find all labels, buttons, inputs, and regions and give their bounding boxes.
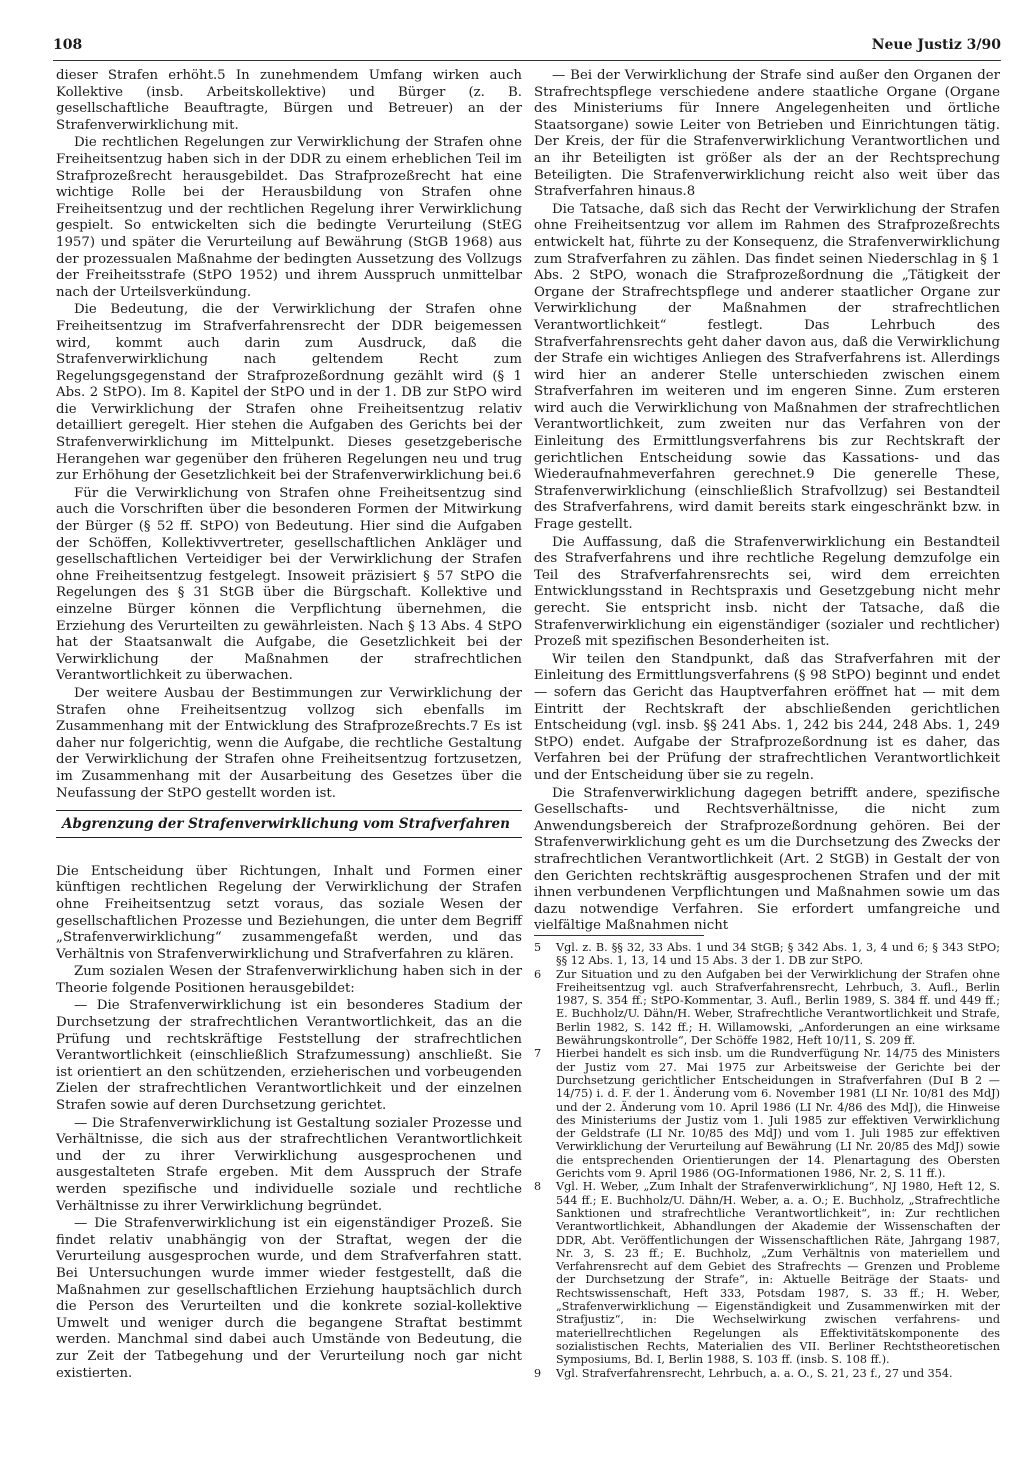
paragraph: Die Entscheidung über Richtungen, Inhalt und Formen einer künftigen rechtlichen Regelung der Verwirklichung der Strafen ohne Freiheitsentzug setzt voraus, das soziale Wesen der gesellschaftlichen Prozesse und Beziehungen, die unter dem Begriff „Strafenverwirklichung“ zusammengefaßt werden, und das Verhältnis von Strafenverwirklichung und Strafverfahren zu klären. — [56, 863, 522, 962]
journal-issue: Neue Justiz 3/90 — [871, 37, 1001, 53]
footnote-number: 7 — [534, 1047, 542, 1061]
footnote-number: 9 — [534, 1366, 542, 1380]
paragraph: — Die Strafenverwirklichung ist ein eigenständiger Prozeß. Sie findet relativ unabhängig von der Straftat, wegen der die Verurteilung ausgesprochen wurde, und dem Strafverfahren statt. Bei Untersuchungen wurde immer wieder festgestellt, daß die Maßnahmen zur gesellschaftlichen Erziehung hauptsächlich durch die Person des Verurteilten und die konkrete sozial-kollektive Umwelt und weniger durch die begangene Straftat bestimmt werden. Manchmal sind dabei auch Umstände von Bedeutung, die zur Zeit der Tatbegehung und der Verurteilung noch gar nicht existierten. — [56, 1216, 522, 1381]
paragraph: Die rechtlichen Regelungen zur Verwirklichung der Strafen ohne Freiheitsentzug haben sich in der DDR zu einem erheblichen Teil im Strafprozeßrecht herausgebildet. Das Strafprozeßrecht hat eine wichtige Rolle bei der Herausbildung von Strafen ohne Freiheitsentzug und der rechtlichen Regelung ihrer Verwirklichung gespielt. So entwickelten sich die bedingte Verurteilung (StEG 1957) und später die Verurteilung auf Bewährung (StGB 1968) aus der prozessualen Maßnahme der bedingten Aussetzung des Vollzugs der Freiheitsstrafe (StPO 1952) und ihrem Ausspruch unmittelbar nach der Urteilsverkündung. — [56, 135, 522, 300]
paragraph: — Die Strafenverwirklichung ist ein besonderes Stadium der Durchsetzung der strafrechtlichen Verantwortlichkeit, das an die Prüfung und rechtskräftige Feststellung der strafrechtlichen Verantwortlichkeit (einschließlich Strafzumessung) anschließt. Sie ist orientiert an den schützenden, erzieherischen und vorbeugenden Zielen der strafrechtlichen Verantwortlichkeit und der einzelnen Strafen sowie auf deren Durchsetzung gerichtet. — [56, 998, 522, 1114]
paragraph: Die Auffassung, daß die Strafenverwirklichung ein Bestandteil des Strafverfahrens und ihre rechtliche Regelung demzufolge ein Teil des Strafverfahrensrechts sei, wird dem erreichten Entwicklungsstand in Rechtspraxis und Gesetzgebung nicht mehr gerecht. Sie entspricht insb. nicht der Tatsache, daß die Strafenverwirklichung ein eigenständiger (sozialer und rechtlicher) Prozeß mit spezifischen Besonderheiten ist. — [534, 534, 1000, 650]
footnote — [534, 1180, 1000, 1366]
header-rule — [53, 60, 1001, 61]
footnotes — [534, 941, 1000, 1380]
footnote-text: Vgl. Strafverfahrensrecht, Lehrbuch, a. a. O., S. 21, 23 f., 27 und 354. — [556, 1366, 953, 1380]
paragraph: Für die Verwirklichung von Strafen ohne Freiheitsentzug sind auch die Vorschriften über die besonderen Formen der Mitwirkung der Bürger (§ 52 ff. StPO) von Bedeutung. Hier sind die Aufgaben der Schöffen, Kollektivvertreter, gesellschaftlichen Ankläger und gesellschaftlichen Verteidiger bei der Verwirklichung der Strafen ohne Freiheitsentzug festgelegt. Insoweit präzisiert § 57 StPO die Regelungen des § 31 StGB über die Bürgschaft. Kollektive und einzelne Bürger können die Verpflichtung übernehmen, die Erziehung des Verurteilten zu gewährleisten. Nach § 13 Abs. 4 StPO hat der Staatsanwalt die Aufgabe, die Gesetzlichkeit bei der Verwirklichung der Maßnahmen der strafrechtlichen Verantwortlichkeit zu überwachen. — [56, 485, 522, 684]
footnote — [534, 968, 1000, 1048]
paragraph: Die Bedeutung, die der Verwirklichung der Strafen ohne Freiheitsentzug im Strafverfahrensrecht der DDR beigemessen wird, kommt auch darin zum Ausdruck, daß die Strafenverwirklichung nach geltendem Recht zum Regelungsgegenstand der Strafprozeßordnung gezählt wird (§ 1 Abs. 2 StPO). Im 8. Kapitel der StPO und in der 1. DB zur StPO wird die Verwirklichung der Strafen ohne Freiheitsentzug relativ detailliert geregelt. Hier stehen die Aufgaben des Gerichts bei der Strafenverwirklichung im Mittelpunkt. Dieses gesetzgeberische Herangehen war gegenüber den früheren Regelungen neu und trug zur Erhöhung der Gesetzlichkeit bei der Strafenverwirklichung bei.6 — [56, 302, 522, 484]
footnote-text: Zur Situation und zu den Aufgaben bei der Verwirklichung der Strafen ohne Freiheitsentzug vgl. auch Strafverfahrensrecht, Lehrbuch, 3. Aufl., Berlin 1987, S. 354 ff.; StPO-Kommentar, 3. Aufl., Berlin 1989, S. 384 ff. und 449 ff.; E. Buchholz/U. Dähn/H. Weber, Strafrechtliche Verantwortlichkeit und Strafe, Berlin 1982, S. 142 ff.; H. Willamowski, „Anforderungen an eine wirksame Bewährungskontrolle“, Der Schöffe 1982, Heft 10/11, S. 209 ff. — [556, 967, 1000, 1048]
paragraph: dieser Strafen erhöht.5 In zunehmendem Umfang wirken auch Kollektive (insb. Arbeitskollektive) und Bürger (z. B. gesellschaftliche Beauftragte, Bürgen und Betreuer) an der Strafenverwirklichung mit. — [56, 68, 522, 133]
paragraph: Der weitere Ausbau der Bestimmungen zur Verwirklichung der Strafen ohne Freiheitsentzug vollzog sich ebenfalls im Zusammenhang mit der Entwicklung des Strafprozeßrechts.7 Es ist daher nur folgerichtig, wenn die Aufgabe, die rechtliche Gestaltung der Verwirklichung der Strafen ohne Freiheitsentzug fortzusetzen, im Zusammenhang mit der Ausarbeitung des Gesetzes über die Neufassung der StPO gestellt worden ist. — [56, 685, 522, 801]
paragraph: Wir teilen den Standpunkt, daß das Strafverfahren mit der Einleitung des Ermittlungsverfahrens (§ 98 StPO) beginnt und endet — sofern das Gericht das Hauptverfahren eröffnet hat — mit dem Eintritt der Rechtskraft der abschließenden gerichtlichen Entscheidung (vgl. insb. §§ 241 Abs. 1, 242 bis 244, 248 Abs. 1, 249 StPO) endet. Aufgabe der Strafprozeßordnung ist es daher, das Verfahren bei der Prüfung der strafrechtlichen Verantwortlichkeit und der Entscheidung über sie zu regeln. — [534, 651, 1000, 783]
footnote-number: 8 — [534, 1180, 542, 1194]
footnote-number: 5 — [534, 941, 542, 954]
footnote-text: Hierbei handelt es sich insb. um die Rundverfügung Nr. 14/75 des Ministers der Justiz vom 27. Mai 1975 zur Arbeitsweise der Gerichte bei der Durchsetzung gerichtlicher Entscheidungen in Strafverfahren (DuI B 2 — 14/75) i. d. F. der 1. Änderung vom 6. November 1981 (LI Nr. 10/81 des MdJ) und der 2. Änderung vom 10. April 1986 (LI Nr. 4/86 des MdJ), die Hinweise des Ministeriums der Justiz vom 1. Juli 1985 zur effektiven Verwirklichung der Geldstrafe (LI Nr. 10/85 des MdJ) und vom 1. Juli 1985 zur effektiven Verwirklichung der Verurteilung auf Bewährung (LI Nr. 20/85 des MdJ) sowie die entsprechenden Orientierungen der 14. Plenartagung des Obersten Gerichts vom 9. April 1986 (OG-Informationen 1986, Nr. 2, S. 11 ff.). — [556, 1047, 1000, 1181]
paragraph: Die Strafenverwirklichung dagegen betrifft andere, spezifische Gesellschafts- und Rechtsverhältnisse, die nicht zum Anwendungsbereich der Strafprozeßordnung gehören. Bei der Strafenverwirklichung geht es um die Durchsetzung des Zwecks der strafrechtlichen Verantwortlichkeit (Art. 2 StGB) in Gestalt der von den Gerichten rechtskräftig ausgesprochenen Strafen und der mit ihnen verbundenen Verpflichtungen und Maßnahmen sowie um das dazu notwendige Verfahren. Sie erfordert umfangreiche und vielfältige Maßnahmen nicht — [534, 785, 1000, 934]
paragraph: — Bei der Verwirklichung der Strafe sind außer den Organen der Strafrechtspflege verschiedene andere staatliche Organe (Organe des Ministeriums für Innere Angelegenheiten und örtliche Staatsorgane) sowie Leiter von Betrieben und Einrichtungen tätig. Der Kreis, der für die Strafenverwirklichung Verantwortlichen und an ihr Beteiligten ist größer als der an der Rechtsprechung Beteiligten. Die Strafenverwirklichung reicht also weit über das Strafverfahren hinaus.8 — [534, 68, 1000, 200]
right-column — [534, 68, 1000, 936]
footnote — [534, 1047, 1000, 1180]
paragraph: — Die Strafenverwirklichung ist Gestaltung sozialer Prozesse und Verhältnisse, die sich aus der strafrechtlichen Verantwortlichkeit und der zu ihrer Verwirklichung ausgesprochenen und ausgestalteten Strafe ergeben. Mit dem Ausspruch der Strafe werden spezifische und individuelle soziale und rechtliche Verhältnisse zu ihrer Verwirklichung begründet. — [56, 1115, 522, 1214]
paragraph: Zum sozialen Wesen der Strafenverwirklichung haben sich in der Theorie folgende Positionen herausgebildet: — [56, 964, 522, 996]
left-column — [56, 68, 522, 1383]
footnote-text: Vgl. z. B. §§ 32, 33 Abs. 1 und 34 StGB; § 342 Abs. 1, 3, 4 und 6; § 343 StPO; §§ 12 Abs. 1, 13, 14 und 15 Abs. 3 der 1. DB zur StPO. — [556, 941, 1000, 968]
paragraph: Die Tatsache, daß sich das Recht der Verwirklichung der Strafen ohne Freiheitsentzug vor allem im Rahmen des Strafprozeßrechts entwickelt hat, führte zu der Konsequenz, die Strafenverwirklichung zum Strafverfahren zu zählen. Das findet seinen Niederschlag in § 1 Abs. 2 StPO, wonach die Strafprozeßordnung die „Tätigkeit der Organe der Strafrechtspflege und anderer staatlicher Organe zur Verwirklichung der Maßnahmen der strafrechtlichen Verantwortlichkeit“ festlegt. Das Lehrbuch des Strafverfahrensrechts geht daher davon aus, daß die Verwirklichung der Strafe ein wichtiges Anliegen des Strafverfahrens ist. Allerdings wird hier an anderer Stelle unterschieden zwischen einem Strafverfahren im weiteren und im engeren Sinne. Zum ersteren wird auch die Verwirklichung von Maßnahmen der strafrechtlichen Verantwortlichkeit, zum zweiten nur das Verfahren von der Einleitung des Ermittlungsverfahrens bis zur Rechtskraft der gerichtlichen Entscheidung sowie das Kassations- und das Wiederaufnahmeverfahren gerechnet.9 Die generelle These, Strafenverwirklichung (einschließlich Strafvollzug) sei Bestandteil des Strafverfahrens, wird damit bereits stark eingeschränkt bzw. in Frage gestellt. — [534, 201, 1000, 533]
section-heading: Abgrenzung der Strafenverwirklichung vom Strafverfahren — [56, 810, 522, 838]
page-number: 108 — [53, 37, 83, 53]
footnote — [534, 941, 1000, 968]
footnote-rule — [534, 935, 704, 936]
footnote-number: 6 — [534, 967, 542, 981]
footnote — [534, 1367, 1000, 1380]
page-header — [53, 37, 1001, 59]
footnote-text: Vgl. H. Weber, „Zum Inhalt der Strafenverwirklichung“, NJ 1980, Heft 12, S. 544 ff.; E. Buchholz/U. Dähn/H. Weber, a. a. O.; E. Buchholz, „Strafrechtliche Sanktionen und strafrechtliche Verantwortlichkeit“, in: Zur rechtlichen Verantwortlichkeit, Abhandlungen der Akademie der Wissenschaften der DDR, Abt. Veröffentlichungen der Wissenschaftlichen Räte, Jahrgang 1987, Nr. 3, S. 23 ff.; E. Buchholz, „Zum Verhältnis von materiellem und Verfahrensrecht auf dem Gebiet des Strafrechts — Grenzen und Probleme der Durchsetzung der Strafe“, in: Aktuelle Beiträge der Staats- und Rechtswissenschaft, Heft 333, Potsdam 1987, S. 33 ff.; H. Weber, „Strafenverwirklichung — Eigenständigkeit und Zusammenwirken mit der Strafjustiz“, in: Die Wechselwirkung zwischen verfahrens- und materiellrechtlichen Regelungen als Effektivitätskomponente des sozialistischen Rechts, Materialien des VII. Berliner Rechtstheoretischen Symposiums, Bd. I, Berlin 1988, S. 103 ff. (insb. S. 108 ff.). — [556, 1180, 1000, 1367]
